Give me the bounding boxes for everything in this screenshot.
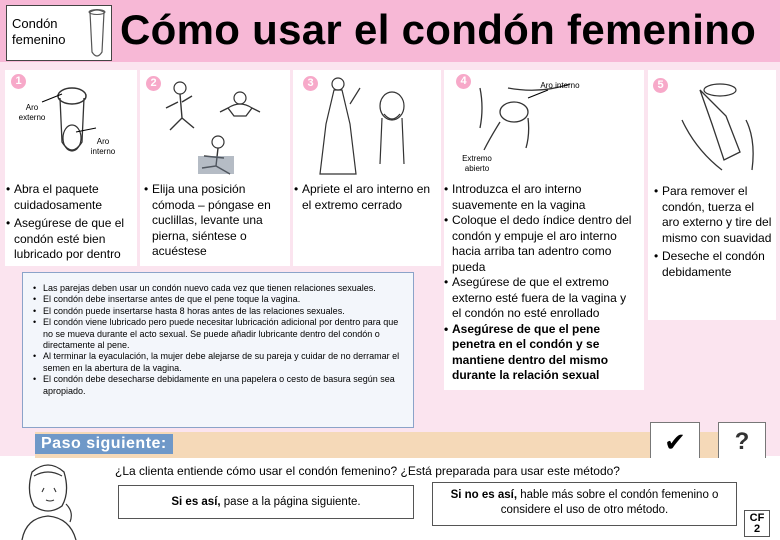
outer-ring-arrow-icon (40, 92, 64, 104)
logo-box (6, 5, 112, 61)
no-answer-box[interactable] (432, 482, 737, 526)
note-item: • El condón debe insertarse antes de que el pene toque la vagina. (33, 294, 407, 305)
step-4-bullet-bold: • Asegúrese de que el pene penetra en el condón y se mantiene dentro del mismo durante la relación sexual (444, 322, 634, 384)
squeeze-ring-illustration (310, 74, 420, 178)
step-5-bullet: • Deseche el condón debidamente (654, 249, 772, 280)
yes-answer-bold: Si es así, (171, 496, 221, 508)
page-code-line-2: 2 (753, 523, 761, 535)
step-4-bullet: • Coloque el dedo índice dentro del condón y empuje el aro interno hacia arriba tan adentro como pueda (444, 213, 634, 275)
check-button[interactable]: ✔ (650, 422, 700, 462)
page-code-badge (744, 510, 770, 537)
step-4-text (444, 182, 634, 384)
client-question: ¿La clienta entiende cómo usar el condón femenino? ¿Está preparada para usar este método? (115, 464, 620, 478)
page-title: Cómo usar el condón femenino (120, 6, 757, 53)
open-end-label: Extremo abierto (462, 154, 492, 173)
removal-illustration (676, 80, 770, 176)
step-3-number: 3 (303, 76, 318, 91)
step-3-bullet: • Apriete el aro interno en el extremo cerrado (294, 182, 436, 213)
notes-box (22, 272, 414, 428)
yes-answer-box[interactable] (118, 485, 414, 519)
no-answer-bold: Si no es así, (450, 489, 518, 501)
condom-logo-icon (85, 8, 109, 60)
page-code-line-1: CF (749, 512, 765, 524)
step-2-bullet: • Elija una posición cómoda – póngase en cuclillas, levante una pierna, siéntese o acuéstese (144, 182, 274, 260)
step-1-bullet: • Abra el paquete cuidadosamente (6, 182, 136, 213)
step-1-text (6, 182, 136, 263)
inner-ring-arrow-icon (74, 126, 98, 138)
logo-text (12, 16, 65, 48)
positions-illustration (160, 78, 272, 178)
note-item: • Las parejas deben usar un condón nuevo cada vez que tienen relaciones sexuales. (33, 283, 407, 294)
yes-answer-rest: pase a la página siguiente. (220, 496, 361, 508)
logo-line-2: femenino (12, 32, 66, 47)
step-4-inner-ring-label: Aro interno (540, 81, 580, 90)
step-2-number: 2 (146, 76, 161, 91)
step-4-bullet: • Asegúrese de que el extremo externo esté fuera de la vagina y el condón no esté enrollado (444, 275, 634, 322)
step-5-text (654, 184, 772, 280)
question-button[interactable]: ? (718, 422, 766, 462)
note-item: • El condón puede insertarse hasta 8 horas antes de las relaciones sexuales. (33, 306, 407, 317)
outer-ring-label: Aro externo (18, 103, 46, 122)
inner-ring-label: Aro interno (90, 137, 116, 156)
note-item: • El condón debe desecharse debidamente en una papelera o cesto de basura según sea apropiado. (33, 374, 407, 397)
note-item: • Al terminar la eyaculación, la mujer debe alejarse de su pareja y cuidar de no derramar el semen en la abertura de la vagina. (33, 351, 407, 374)
logo-line-1: Condón (12, 16, 58, 31)
no-answer-rest: hable más sobre el condón femenino o considere el uso de otro método. (500, 489, 719, 516)
step-1-number: 1 (11, 74, 26, 89)
step-4-bullet: • Introduzca el aro interno suavemente en la vagina (444, 182, 634, 213)
step-5-bullet: • Para remover el condón, tuerza el aro externo y tire del mismo con suavidad (654, 184, 772, 246)
counselor-illustration (12, 462, 92, 540)
step-5-number: 5 (653, 78, 668, 93)
next-step-label: Paso siguiente: (35, 434, 173, 454)
step-3-text (294, 182, 436, 213)
step-2-text (144, 182, 274, 260)
step-4-number: 4 (456, 74, 471, 89)
note-item: • El condón viene lubricado pero puede necesitar lubricación adicional por dentro para que no se mueva durante el acto sexual. Se puede añadir lubricante dentro del condón o directamente al pene. (33, 317, 407, 351)
step-1-bullet: • Asegúrese de que el condón esté bien lubricado por dentro (6, 216, 136, 263)
